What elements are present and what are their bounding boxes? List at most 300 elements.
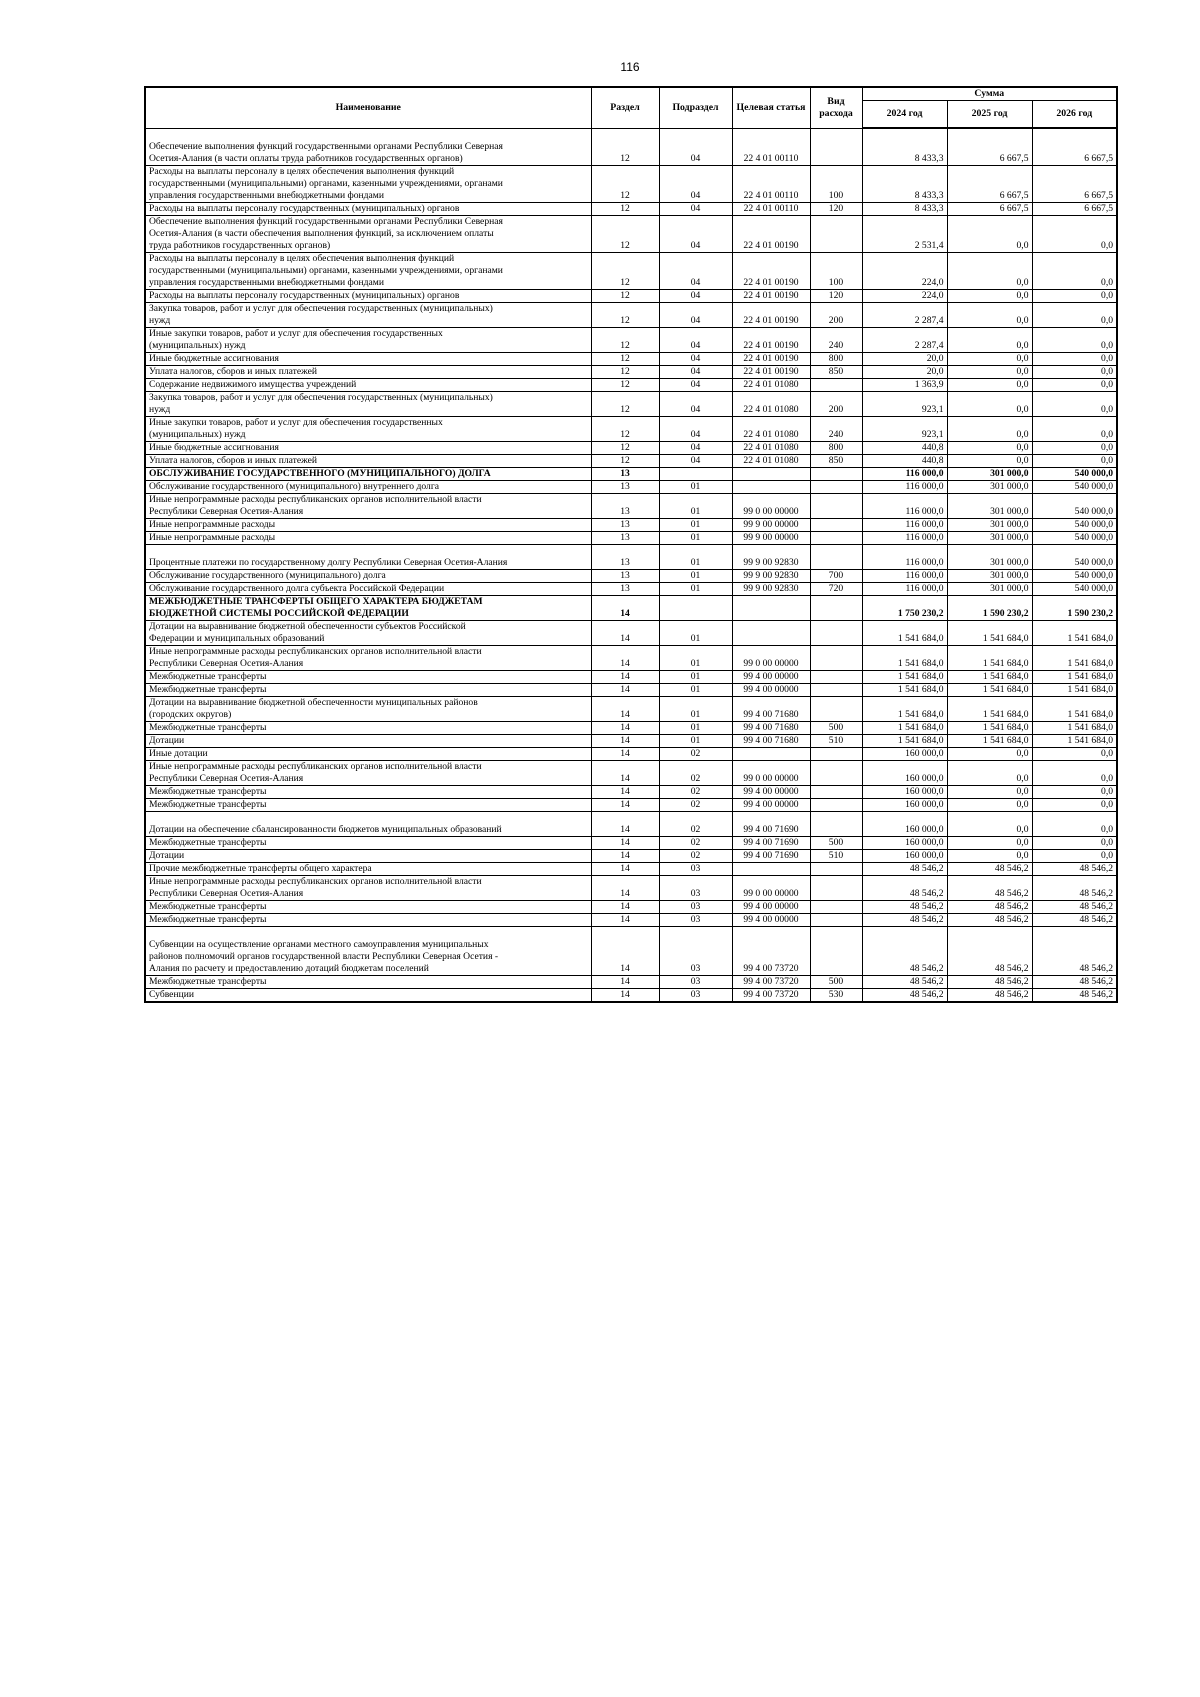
row-2024: 8 433,3 — [862, 128, 947, 165]
row-razdel: 12 — [591, 441, 659, 454]
header-summa: Сумма — [862, 87, 1117, 101]
row-target: 22 4 01 00190 — [732, 215, 810, 252]
row-vid — [810, 128, 862, 165]
row-target: 99 9 00 00000 — [732, 518, 810, 531]
row-2026: 0,0 — [1032, 441, 1117, 454]
header-vid: Вид расхода — [810, 87, 862, 128]
row-name-line: Процентные платежи по государственному долгу Республики Северная Осетия-Алания — [149, 556, 508, 568]
row-target: 99 9 00 92830 — [732, 544, 810, 569]
row-podrazdel: 01 — [659, 518, 732, 531]
row-name — [145, 900, 591, 913]
row-2025: 301 000,0 — [947, 582, 1032, 595]
row-target: 99 4 00 71680 — [732, 734, 810, 747]
row-razdel: 12 — [591, 215, 659, 252]
row-name-line: Республики Северная Осетия-Алания — [149, 657, 304, 669]
table-row — [145, 569, 1117, 582]
row-razdel: 12 — [591, 302, 659, 327]
table-row — [145, 252, 1117, 289]
row-name-line: БЮДЖЕТНОЙ СИСТЕМЫ РОССИЙСКОЙ ФЕДЕРАЦИИ — [149, 607, 409, 619]
row-2026: 0,0 — [1032, 849, 1117, 862]
row-razdel: 14 — [591, 595, 659, 620]
row-name — [145, 926, 591, 975]
row-name — [145, 975, 591, 988]
row-name — [145, 352, 591, 365]
row-name-line: (городских округов) — [149, 708, 232, 720]
row-podrazdel: 02 — [659, 849, 732, 862]
row-vid: 850 — [810, 365, 862, 378]
row-vid — [810, 493, 862, 518]
row-podrazdel: 04 — [659, 352, 732, 365]
row-name-line: Иные дотации — [149, 747, 208, 759]
row-name — [145, 875, 591, 900]
row-2024: 20,0 — [862, 365, 947, 378]
row-podrazdel: 04 — [659, 128, 732, 165]
row-name-line: Алания по расчету и предоставлению дотаций бюджетам поселений — [149, 962, 429, 974]
row-2024: 48 546,2 — [862, 862, 947, 875]
row-name-line: труда работников государственных органов) — [149, 239, 331, 251]
table-row — [145, 875, 1117, 900]
table-row — [145, 862, 1117, 875]
table-row — [145, 913, 1117, 926]
row-name-line: Дотации на выравнивание бюджетной обеспеченности муниципальных районов — [149, 696, 478, 708]
row-target: 99 4 00 00000 — [732, 683, 810, 696]
row-2026: 48 546,2 — [1032, 988, 1117, 1002]
row-name-line: Федерации и муниципальных образований — [149, 632, 325, 644]
row-name — [145, 493, 591, 518]
row-2026: 540 000,0 — [1032, 544, 1117, 569]
row-2024: 8 433,3 — [862, 165, 947, 202]
row-name-line: Межбюджетные трансферты — [149, 900, 267, 912]
row-2025: 1 541 684,0 — [947, 645, 1032, 670]
row-name-line: Прочие межбюджетные трансферты общего характера — [149, 862, 372, 874]
table-row — [145, 416, 1117, 441]
row-name-line: Обслуживание государственного (муниципального) внутреннего долга — [149, 480, 440, 492]
row-2025: 301 000,0 — [947, 493, 1032, 518]
row-2026: 48 546,2 — [1032, 875, 1117, 900]
row-target: 22 4 01 00190 — [732, 327, 810, 352]
row-target — [732, 467, 810, 480]
row-2025: 6 667,5 — [947, 202, 1032, 215]
row-name-line: Иные закупки товаров, работ и услуг для обеспечения государственных — [149, 416, 443, 428]
row-podrazdel: 01 — [659, 683, 732, 696]
row-podrazdel: 01 — [659, 670, 732, 683]
table-row — [145, 798, 1117, 811]
table-row — [145, 215, 1117, 252]
row-2025: 1 541 684,0 — [947, 670, 1032, 683]
row-vid: 720 — [810, 582, 862, 595]
row-2025: 301 000,0 — [947, 518, 1032, 531]
budget-table — [144, 86, 1118, 1003]
row-podrazdel — [659, 467, 732, 480]
row-name — [145, 416, 591, 441]
row-2026: 1 541 684,0 — [1032, 734, 1117, 747]
row-name-line: (муниципальных) нужд — [149, 339, 246, 351]
row-target: 99 4 00 00000 — [732, 900, 810, 913]
row-2024: 1 541 684,0 — [862, 734, 947, 747]
row-razdel: 14 — [591, 926, 659, 975]
row-vid — [810, 467, 862, 480]
row-2024: 160 000,0 — [862, 836, 947, 849]
row-2026: 48 546,2 — [1032, 975, 1117, 988]
row-target: 22 4 01 01080 — [732, 416, 810, 441]
row-name — [145, 645, 591, 670]
row-vid — [810, 215, 862, 252]
row-2024: 160 000,0 — [862, 811, 947, 836]
row-razdel: 12 — [591, 352, 659, 365]
table-row — [145, 378, 1117, 391]
row-name — [145, 215, 591, 252]
row-podrazdel: 04 — [659, 165, 732, 202]
row-target: 99 4 00 71690 — [732, 811, 810, 836]
row-2024: 8 433,3 — [862, 202, 947, 215]
row-2024: 440,8 — [862, 454, 947, 467]
row-2026: 1 541 684,0 — [1032, 670, 1117, 683]
row-2026: 0,0 — [1032, 798, 1117, 811]
row-2025: 48 546,2 — [947, 988, 1032, 1002]
row-name-line: (муниципальных) нужд — [149, 428, 246, 440]
row-target: 99 4 00 73720 — [732, 975, 810, 988]
row-razdel: 14 — [591, 849, 659, 862]
row-2026: 0,0 — [1032, 760, 1117, 785]
row-target: 22 4 01 01080 — [732, 454, 810, 467]
row-target: 99 0 00 00000 — [732, 645, 810, 670]
row-2026: 1 541 684,0 — [1032, 683, 1117, 696]
row-2025: 0,0 — [947, 365, 1032, 378]
row-vid: 100 — [810, 165, 862, 202]
row-name — [145, 862, 591, 875]
table-row — [145, 747, 1117, 760]
table-row — [145, 836, 1117, 849]
row-name-line: Межбюджетные трансферты — [149, 683, 267, 695]
row-vid: 120 — [810, 289, 862, 302]
table-row — [145, 760, 1117, 785]
page-number: 116 — [620, 60, 640, 74]
row-name — [145, 721, 591, 734]
row-name — [145, 327, 591, 352]
row-podrazdel: 04 — [659, 289, 732, 302]
row-2025: 0,0 — [947, 798, 1032, 811]
table-row — [145, 165, 1117, 202]
row-name — [145, 441, 591, 454]
row-name — [145, 760, 591, 785]
row-2024: 923,1 — [862, 391, 947, 416]
row-target: 22 4 01 00190 — [732, 352, 810, 365]
row-name-line: Расходы на выплаты персоналу государственных (муниципальных) органов — [149, 202, 460, 214]
table-row — [145, 811, 1117, 836]
row-name — [145, 544, 591, 569]
row-vid — [810, 544, 862, 569]
row-name — [145, 696, 591, 721]
row-name-line: Республики Северная Осетия-Алания — [149, 887, 304, 899]
row-target — [732, 862, 810, 875]
row-target — [732, 620, 810, 645]
row-2026: 540 000,0 — [1032, 531, 1117, 544]
table-row — [145, 518, 1117, 531]
row-razdel: 14 — [591, 645, 659, 670]
row-target: 22 4 01 00110 — [732, 202, 810, 215]
row-podrazdel: 03 — [659, 900, 732, 913]
row-name — [145, 289, 591, 302]
row-2025: 1 541 684,0 — [947, 620, 1032, 645]
row-podrazdel: 03 — [659, 862, 732, 875]
row-2026: 0,0 — [1032, 416, 1117, 441]
row-2026: 0,0 — [1032, 365, 1117, 378]
row-2024: 2 531,4 — [862, 215, 947, 252]
row-2026: 0,0 — [1032, 215, 1117, 252]
row-podrazdel: 02 — [659, 760, 732, 785]
row-target: 99 4 00 71680 — [732, 696, 810, 721]
row-name-line: Обслуживание государственного долга субъекта Российской Федерации — [149, 582, 445, 594]
row-2025: 0,0 — [947, 836, 1032, 849]
row-2026: 6 667,5 — [1032, 128, 1117, 165]
row-2024: 1 541 684,0 — [862, 721, 947, 734]
header-razdel: Раздел — [591, 87, 659, 128]
row-target: 99 0 00 00000 — [732, 493, 810, 518]
row-2025: 301 000,0 — [947, 569, 1032, 582]
table-row — [145, 391, 1117, 416]
row-name-line: Республики Северная Осетия-Алания — [149, 772, 304, 784]
row-podrazdel: 04 — [659, 454, 732, 467]
row-name-line: Закупка товаров, работ и услуг для обеспечения государственных (муниципальных) — [149, 302, 493, 314]
row-name — [145, 391, 591, 416]
row-2024: 224,0 — [862, 289, 947, 302]
row-2024: 1 541 684,0 — [862, 670, 947, 683]
row-name-line: Дотации — [149, 734, 185, 746]
header-2026: 2026 год — [1032, 101, 1117, 129]
header-name: Наименование — [145, 87, 591, 128]
row-podrazdel: 01 — [659, 734, 732, 747]
row-target: 99 9 00 92830 — [732, 582, 810, 595]
row-vid — [810, 875, 862, 900]
row-vid — [810, 378, 862, 391]
row-2024: 116 000,0 — [862, 493, 947, 518]
row-podrazdel: 04 — [659, 252, 732, 289]
row-razdel: 14 — [591, 811, 659, 836]
row-podrazdel: 03 — [659, 975, 732, 988]
row-2026: 0,0 — [1032, 352, 1117, 365]
row-razdel: 14 — [591, 696, 659, 721]
row-vid — [810, 747, 862, 760]
row-vid — [810, 670, 862, 683]
row-podrazdel: 01 — [659, 480, 732, 493]
row-2024: 116 000,0 — [862, 544, 947, 569]
row-podrazdel: 02 — [659, 836, 732, 849]
row-2026: 1 541 684,0 — [1032, 721, 1117, 734]
row-name — [145, 620, 591, 645]
row-vid — [810, 926, 862, 975]
row-2026: 0,0 — [1032, 302, 1117, 327]
row-podrazdel: 04 — [659, 378, 732, 391]
table-row — [145, 988, 1117, 1002]
row-razdel: 14 — [591, 862, 659, 875]
row-vid — [810, 798, 862, 811]
row-vid — [810, 531, 862, 544]
row-vid: 700 — [810, 569, 862, 582]
row-name — [145, 988, 591, 1002]
row-podrazdel: 01 — [659, 569, 732, 582]
row-name-line: Осетия-Алания (в части оплаты труда работников государственных органов) — [149, 152, 463, 164]
row-vid — [810, 595, 862, 620]
row-2025: 48 546,2 — [947, 875, 1032, 900]
row-podrazdel: 01 — [659, 721, 732, 734]
row-target: 22 4 01 00110 — [732, 128, 810, 165]
row-name-line: Иные непрограммные расходы республиканских органов исполнительной власти — [149, 875, 482, 887]
row-2025: 0,0 — [947, 215, 1032, 252]
row-name-line: районов полномочий органов государственной власти Республики Северная Осетия - — [149, 950, 499, 962]
row-razdel: 13 — [591, 569, 659, 582]
row-2025: 1 590 230,2 — [947, 595, 1032, 620]
row-name-line: Межбюджетные трансферты — [149, 913, 267, 925]
row-razdel: 12 — [591, 252, 659, 289]
row-razdel: 13 — [591, 480, 659, 493]
row-2024: 1 363,9 — [862, 378, 947, 391]
row-name — [145, 734, 591, 747]
row-2024: 1 541 684,0 — [862, 645, 947, 670]
row-name — [145, 302, 591, 327]
row-vid — [810, 696, 862, 721]
row-2025: 0,0 — [947, 327, 1032, 352]
row-razdel: 12 — [591, 391, 659, 416]
row-2024: 48 546,2 — [862, 988, 947, 1002]
row-2025: 48 546,2 — [947, 975, 1032, 988]
row-name-line: Иные непрограммные расходы — [149, 518, 276, 530]
row-name — [145, 785, 591, 798]
row-vid: 240 — [810, 327, 862, 352]
row-name-line: Иные непрограммные расходы республиканских органов исполнительной власти — [149, 493, 482, 505]
row-target: 22 4 01 00190 — [732, 302, 810, 327]
row-target: 99 0 00 00000 — [732, 760, 810, 785]
row-name — [145, 467, 591, 480]
row-2024: 160 000,0 — [862, 747, 947, 760]
row-podrazdel: 01 — [659, 582, 732, 595]
row-2024: 116 000,0 — [862, 569, 947, 582]
row-vid — [810, 785, 862, 798]
row-podrazdel: 01 — [659, 544, 732, 569]
row-2025: 6 667,5 — [947, 165, 1032, 202]
row-podrazdel: 02 — [659, 785, 732, 798]
table-row — [145, 849, 1117, 862]
row-2026: 540 000,0 — [1032, 582, 1117, 595]
row-target: 22 4 01 01080 — [732, 378, 810, 391]
row-vid: 120 — [810, 202, 862, 215]
row-razdel: 13 — [591, 582, 659, 595]
row-2025: 0,0 — [947, 302, 1032, 327]
row-2024: 1 541 684,0 — [862, 696, 947, 721]
row-podrazdel: 04 — [659, 365, 732, 378]
row-razdel: 13 — [591, 531, 659, 544]
row-2024: 2 287,4 — [862, 327, 947, 352]
row-2026: 0,0 — [1032, 785, 1117, 798]
row-name-line: Дотации на обеспечение сбалансированности бюджетов муниципальных образований — [149, 823, 502, 835]
row-2026: 540 000,0 — [1032, 467, 1117, 480]
row-name-line: Уплата налогов, сборов и иных платежей — [149, 365, 318, 377]
row-razdel: 14 — [591, 620, 659, 645]
row-2026: 0,0 — [1032, 811, 1117, 836]
row-razdel: 14 — [591, 760, 659, 785]
header-2024: 2024 год — [862, 101, 947, 129]
row-2025: 48 546,2 — [947, 862, 1032, 875]
table-row — [145, 670, 1117, 683]
table-body — [145, 128, 1117, 1002]
row-razdel: 14 — [591, 785, 659, 798]
row-name-line: государственными (муниципальными) органами, казенными учреждениями, органами — [149, 264, 503, 276]
header-podrazdel: Подраздел — [659, 87, 732, 128]
row-vid: 850 — [810, 454, 862, 467]
row-podrazdel: 04 — [659, 391, 732, 416]
row-razdel: 14 — [591, 836, 659, 849]
row-name-line: нужд — [149, 314, 171, 326]
row-2024: 1 750 230,2 — [862, 595, 947, 620]
row-2024: 116 000,0 — [862, 582, 947, 595]
row-2025: 1 541 684,0 — [947, 683, 1032, 696]
row-2025: 0,0 — [947, 416, 1032, 441]
row-2025: 48 546,2 — [947, 913, 1032, 926]
table-row — [145, 734, 1117, 747]
row-name-line: Закупка товаров, работ и услуг для обеспечения государственных (муниципальных) — [149, 391, 493, 403]
row-razdel: 14 — [591, 988, 659, 1002]
row-2025: 301 000,0 — [947, 544, 1032, 569]
row-2026: 0,0 — [1032, 836, 1117, 849]
row-razdel: 14 — [591, 734, 659, 747]
row-name — [145, 849, 591, 862]
table-row — [145, 531, 1117, 544]
row-razdel: 14 — [591, 721, 659, 734]
table-row — [145, 785, 1117, 798]
row-name — [145, 595, 591, 620]
table-row — [145, 900, 1117, 913]
row-name — [145, 378, 591, 391]
row-vid — [810, 913, 862, 926]
row-2025: 48 546,2 — [947, 926, 1032, 975]
row-vid: 200 — [810, 391, 862, 416]
row-razdel: 14 — [591, 900, 659, 913]
row-name-line: ОБСЛУЖИВАНИЕ ГОСУДАРСТВЕННОГО (МУНИЦИПАЛЬНОГО) ДОЛГА — [149, 467, 491, 479]
row-vid — [810, 480, 862, 493]
header-2025: 2025 год — [947, 101, 1032, 129]
row-podrazdel: 04 — [659, 202, 732, 215]
row-2025: 0,0 — [947, 441, 1032, 454]
row-razdel: 13 — [591, 467, 659, 480]
row-2026: 48 546,2 — [1032, 862, 1117, 875]
row-vid — [810, 862, 862, 875]
row-razdel: 14 — [591, 913, 659, 926]
row-razdel: 12 — [591, 327, 659, 352]
row-razdel: 12 — [591, 365, 659, 378]
row-vid — [810, 645, 862, 670]
row-podrazdel: 02 — [659, 747, 732, 760]
row-2024: 116 000,0 — [862, 518, 947, 531]
table-row — [145, 493, 1117, 518]
row-2026: 540 000,0 — [1032, 493, 1117, 518]
row-name-line: Дотации — [149, 849, 185, 861]
row-razdel: 12 — [591, 202, 659, 215]
row-target: 99 4 00 00000 — [732, 913, 810, 926]
row-2024: 116 000,0 — [862, 480, 947, 493]
row-razdel: 12 — [591, 165, 659, 202]
row-name — [145, 202, 591, 215]
row-target: 99 9 00 00000 — [732, 531, 810, 544]
row-razdel: 13 — [591, 493, 659, 518]
row-name-line: Обеспечение выполнения функций государственными органами Республики Северная — [149, 140, 503, 152]
row-name — [145, 836, 591, 849]
row-2026: 1 541 684,0 — [1032, 645, 1117, 670]
row-name-line: МЕЖБЮДЖЕТНЫЕ ТРАНСФЕРТЫ ОБЩЕГО ХАРАКТЕРА БЮДЖЕТАМ — [149, 595, 483, 607]
row-name-line: Межбюджетные трансферты — [149, 836, 267, 848]
row-2024: 48 546,2 — [862, 875, 947, 900]
row-target: 22 4 01 00190 — [732, 365, 810, 378]
row-name-line: Расходы на выплаты персоналу в целях обеспечения выполнения функций — [149, 165, 455, 177]
row-name-line: Расходы на выплаты персоналу в целях обеспечения выполнения функций — [149, 252, 455, 264]
